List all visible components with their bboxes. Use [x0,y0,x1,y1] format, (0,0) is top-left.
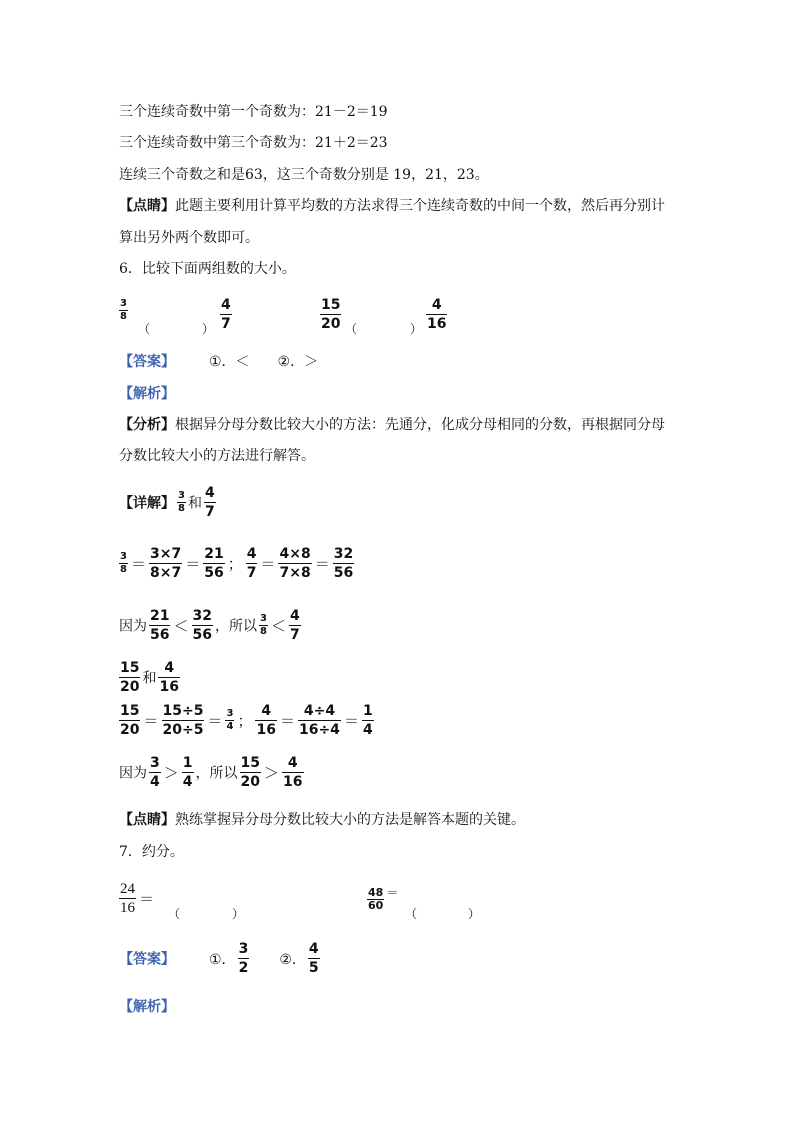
fraction: $\frac{3}{8}$ [259,613,267,637]
question-7: 7．约分。 [119,844,184,860]
fraction: $\frac{4\times 8}{7\times 8}$ [279,546,311,581]
text: 因为 [119,765,147,782]
text-line: 算出另外两个数即可。 [119,230,259,246]
fraction: $\frac{3}{8}$ [178,490,185,514]
q6-row [117,298,130,323]
fraction: $\frac{4}{7}$ [221,297,231,332]
compare-row: 因为 $\frac{3}{4}$ ＞ $\frac{1}{4}$ ，所以 $\frac{15}{20}$ ＞ $\frac{4}{16}$ [119,755,303,790]
fraction: $\frac{4}{7}$ [289,608,300,643]
fraction: $\frac{4}{16}$ [159,660,179,695]
tip-text: 熟练掌握异分母分数比较大小的方法是解答本题的关键。 [175,812,525,828]
fraction: $\frac{15}{20}$ [321,297,341,332]
paren-open: （ [138,322,151,336]
fraction: $\frac{4}{7}$ [204,485,215,520]
fraction: $\frac{3}{8}$ [120,298,127,322]
tip-line [119,196,665,216]
tip-text: 此题主要利用计算平均数的方法求得三个连续奇数的中间一个数，然后再分别计 [175,198,665,214]
paren-open: （ [168,907,181,921]
fraction: $\frac{15}{20}$ [240,755,260,790]
fraction: $\frac{3}{8}$ [120,551,127,575]
text: 因为 [119,618,147,635]
fraction: $\frac{1}{4}$ [182,755,193,790]
fraction: $\frac{15}{20}$ [120,660,140,695]
detail-tag: 【详解】 [119,495,175,512]
equals: ＝ [386,886,399,900]
fraction: $\frac{48}{60}$ [368,885,384,912]
text-line: 分数比较大小的方法进行解答。 [119,448,315,464]
fraction: $\frac{4}{5}$ [308,941,319,976]
compare-row: 因为 $\frac{21}{56}$ ＜ $\frac{32}{56}$ ，所以 $\frac{3}{8}$ ＜ $\frac{4}{7}$ [119,608,300,643]
tip-tag: 【点睛】 [119,198,175,214]
fraction: $\frac{4}{16}$ [256,703,276,738]
fraction: $\frac{15}{20}$ [120,703,140,738]
paren-open: （ [405,907,418,921]
answer-text: ①．＜ ②．＞ [209,354,319,370]
fraction: $\frac{21}{56}$ [204,546,224,581]
tip-line [119,810,525,830]
fraction: $\frac{24}{16}$ [120,881,135,916]
fraction: $\frac{1}{4}$ [362,703,373,738]
text-line: 三个连续奇数中第一个奇数为：21－2＝19 [119,104,388,120]
equation-row: $\frac{3}{8}$ ＝ $\frac{3\times 7}{8\times 7}$ ＝ $\frac{21}{56}$ ； $\frac{4}{7}$ ＝ $\frac{4\times 8}{7\times 8}$ ＝ $\frac{32}{56}$ [120,546,354,581]
answer-label: ②． [279,951,306,968]
fraction: $\frac{4}{16}$ [427,297,447,332]
analysis-tag: 【解析】 [119,386,175,402]
pair-row [119,659,182,696]
text: 和 [187,495,202,512]
analysis-tag: 【分析】 [119,417,175,433]
answer-tag: 【答案】 [119,354,175,370]
fraction: $\frac{3}{4}$ [150,755,160,790]
text: ，所以 [214,618,257,635]
q7-row-right [367,884,398,912]
fraction: $\frac{3}{2}$ [238,941,249,976]
fraction: $\frac{32}{56}$ [192,608,212,643]
analysis-tag: 【解析】 [119,999,175,1015]
text-line: 连续三个奇数之和是63，这三个奇数分别是 19，21，23。 [119,167,489,183]
fraction: $\frac{3\times 7}{8\times 7}$ [149,546,182,581]
paren-close: ） [410,322,423,336]
analysis-text: 根据异分母分数比较大小的方法：先通分，化成分母相同的分数，再根据同分母 [175,417,665,433]
equation-row: $\frac{15}{20}$ ＝ $\frac{15\div 5}{20\div 5}$ ＝ $\frac{3}{4}$ ； $\frac{4}{16}$ ＝ $\frac{4\div 4}{16\div 4}$ ＝ $\frac{1}{4}$ [120,703,373,738]
paren-close: ） [202,322,215,336]
fraction: $\frac{15\div 5}{20\div 5}$ [162,703,204,738]
fraction: $\frac{21}{56}$ [150,608,170,643]
fraction: $\frac{32}{56}$ [333,546,354,581]
answer-row [119,940,322,977]
fraction: $\frac{3}{4}$ [226,708,234,732]
question-6: 6．比较下面两组数的大小。 [119,261,296,277]
fraction: $\frac{4\div 4}{16\div 4}$ [298,703,340,738]
paren-close: ） [232,907,245,921]
text-line: 三个连续奇数中第三个奇数为：21＋2＝23 [119,135,388,151]
detail-row [119,484,218,521]
text: 和 [142,670,157,687]
text: ，所以 [195,765,238,782]
q7-row-left: $\frac{24}{16}$ ＝ [120,881,155,916]
fraction: $\frac{4}{7}$ [246,546,257,581]
paren-close: ） [468,907,481,921]
fraction: $\frac{4}{16}$ [283,755,303,790]
answer-tag: 【答案】 [119,951,175,968]
tip-tag: 【点睛】 [119,812,175,828]
answer-label: ①． [209,951,236,968]
paren-open: （ [345,322,358,336]
analysis-line [119,415,665,435]
answer-line [119,352,318,372]
analysis-line [119,384,175,404]
analysis-line [119,997,175,1017]
